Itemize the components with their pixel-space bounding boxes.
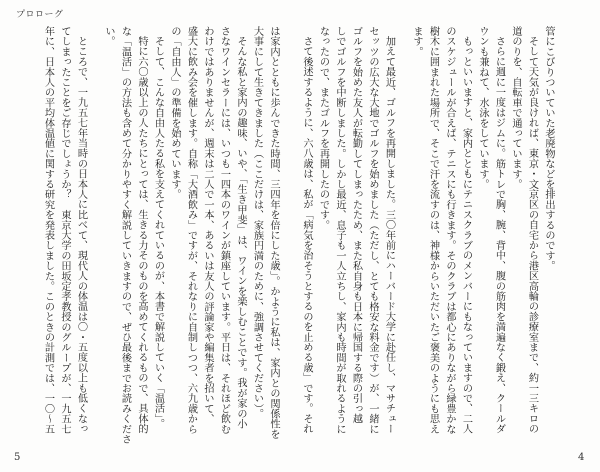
section-break <box>89 26 100 438</box>
page-number-right: 4 <box>578 452 585 463</box>
text-column: さなワインセラーには、いつも一四本のワインが鎮座しています。平日は、それほど飲む <box>218 26 230 434</box>
text-column: そして、こんな自由人たる私を支えてくれているのが、本書で解説していく「温活」。 <box>152 36 164 429</box>
text-column: ウンも兼ねて、水泳をしています。 <box>477 26 488 190</box>
text-column: そして天気が良ければ、東京・文京区の自宅から港区高輪の診療室まで、約一三キロの <box>526 36 538 434</box>
text-column: さらに週に一度はジムに。筋トレで胸、腕、背中、腹の筋肉を満遍なく鍛え、クールダ <box>493 36 505 434</box>
text-column: の「自由人」の準備を始めています。 <box>169 26 180 200</box>
text-column: なったので、またゴルフを再開したのです。 <box>317 26 329 230</box>
text-column: 特に六〇歳以上の人たちにとっては、生きる力そのものを高めてくれるもので、具体的 <box>136 36 147 434</box>
text-column: のスケジュールが合えば、テニスにも行きます。そのクラブは都心にありながら緑豊かな <box>444 26 455 434</box>
text-column: 道のりを、自転車で通っています。 <box>510 26 521 190</box>
text-column: ところで、一九五七年当時の日本人に比べて、現代人の体温は〇・五度以上も低くなっ <box>75 36 87 434</box>
text-column: 盛大に飲み会を催します。自称「大酒飲み」ですが、それなりに自制しつつ、六九歳から <box>185 26 197 434</box>
text-column: もっといいますと、家内とともにテニスクラブのメンバーにもなっていますので、二人 <box>460 36 472 434</box>
running-header: プロローグ <box>16 10 64 20</box>
text-column: ゴルフを始めた友人が転勤してしまったため、また私自身も日本に帰国する際の引っ越 <box>350 26 362 424</box>
text-column: な「温活」の方法も含めて分かりやすく解説していきますので、ぜひ最後までお読みくださ <box>119 26 131 445</box>
text-column: てしまったことをご存じでしょうか？ 東京大学の田坂定孝教授のグループが、一九五七 <box>59 26 70 434</box>
text-column: わけではありませんが、週末は二人で一本、あるいは友人の評論家や編集者を招いて、 <box>202 26 213 424</box>
text-column: しでゴルフを中断しました。しかし最近、息子も一人立ちし、家内も時間が取れるように <box>334 26 345 434</box>
page-number-left: 5 <box>14 452 21 463</box>
section-break <box>397 26 408 438</box>
text-column: 樹木に囲まれた場所で、そこで汗を流すのは、神様からいただいたご褒美のようにも思え <box>427 26 439 434</box>
right-page-text <box>298 26 557 444</box>
text-column: ます。 <box>411 26 422 57</box>
left-page-text <box>39 26 281 444</box>
text-column: さて後述するように、六八歳は、私が「病気を治そうとするのを止める歳」です。それ <box>301 36 312 434</box>
text-column: 加えて最近、ゴルフを再開しました。三〇年前にハーバード大学に赴任し、マサチュー <box>383 36 395 434</box>
text-column: そんな私と家内の趣味、いや、「生き甲斐」は、ワインを楽しむことです。我が家の小 <box>235 36 246 429</box>
text-column: 管にこびりついていた老廃物などを排出するのです。 <box>543 26 554 271</box>
text-column: は家内とともに歩んできた時間、三四年を倍にした歳」。かように私は、家内との関係性を <box>268 26 279 440</box>
text-column: 大事にして生きてきました（ここだけは、家族円満のために、強調させてください）。 <box>251 26 263 419</box>
text-column: セッツの広大な大地でゴルフを始めました（ただし、とても格安な料金です）が、一緒に <box>367 26 378 434</box>
text-column: 年に、日本人の平均体温値に関する研究を発表しました。このときの計測では、一〇〜五 <box>42 26 54 434</box>
text-column: い。 <box>103 26 114 47</box>
